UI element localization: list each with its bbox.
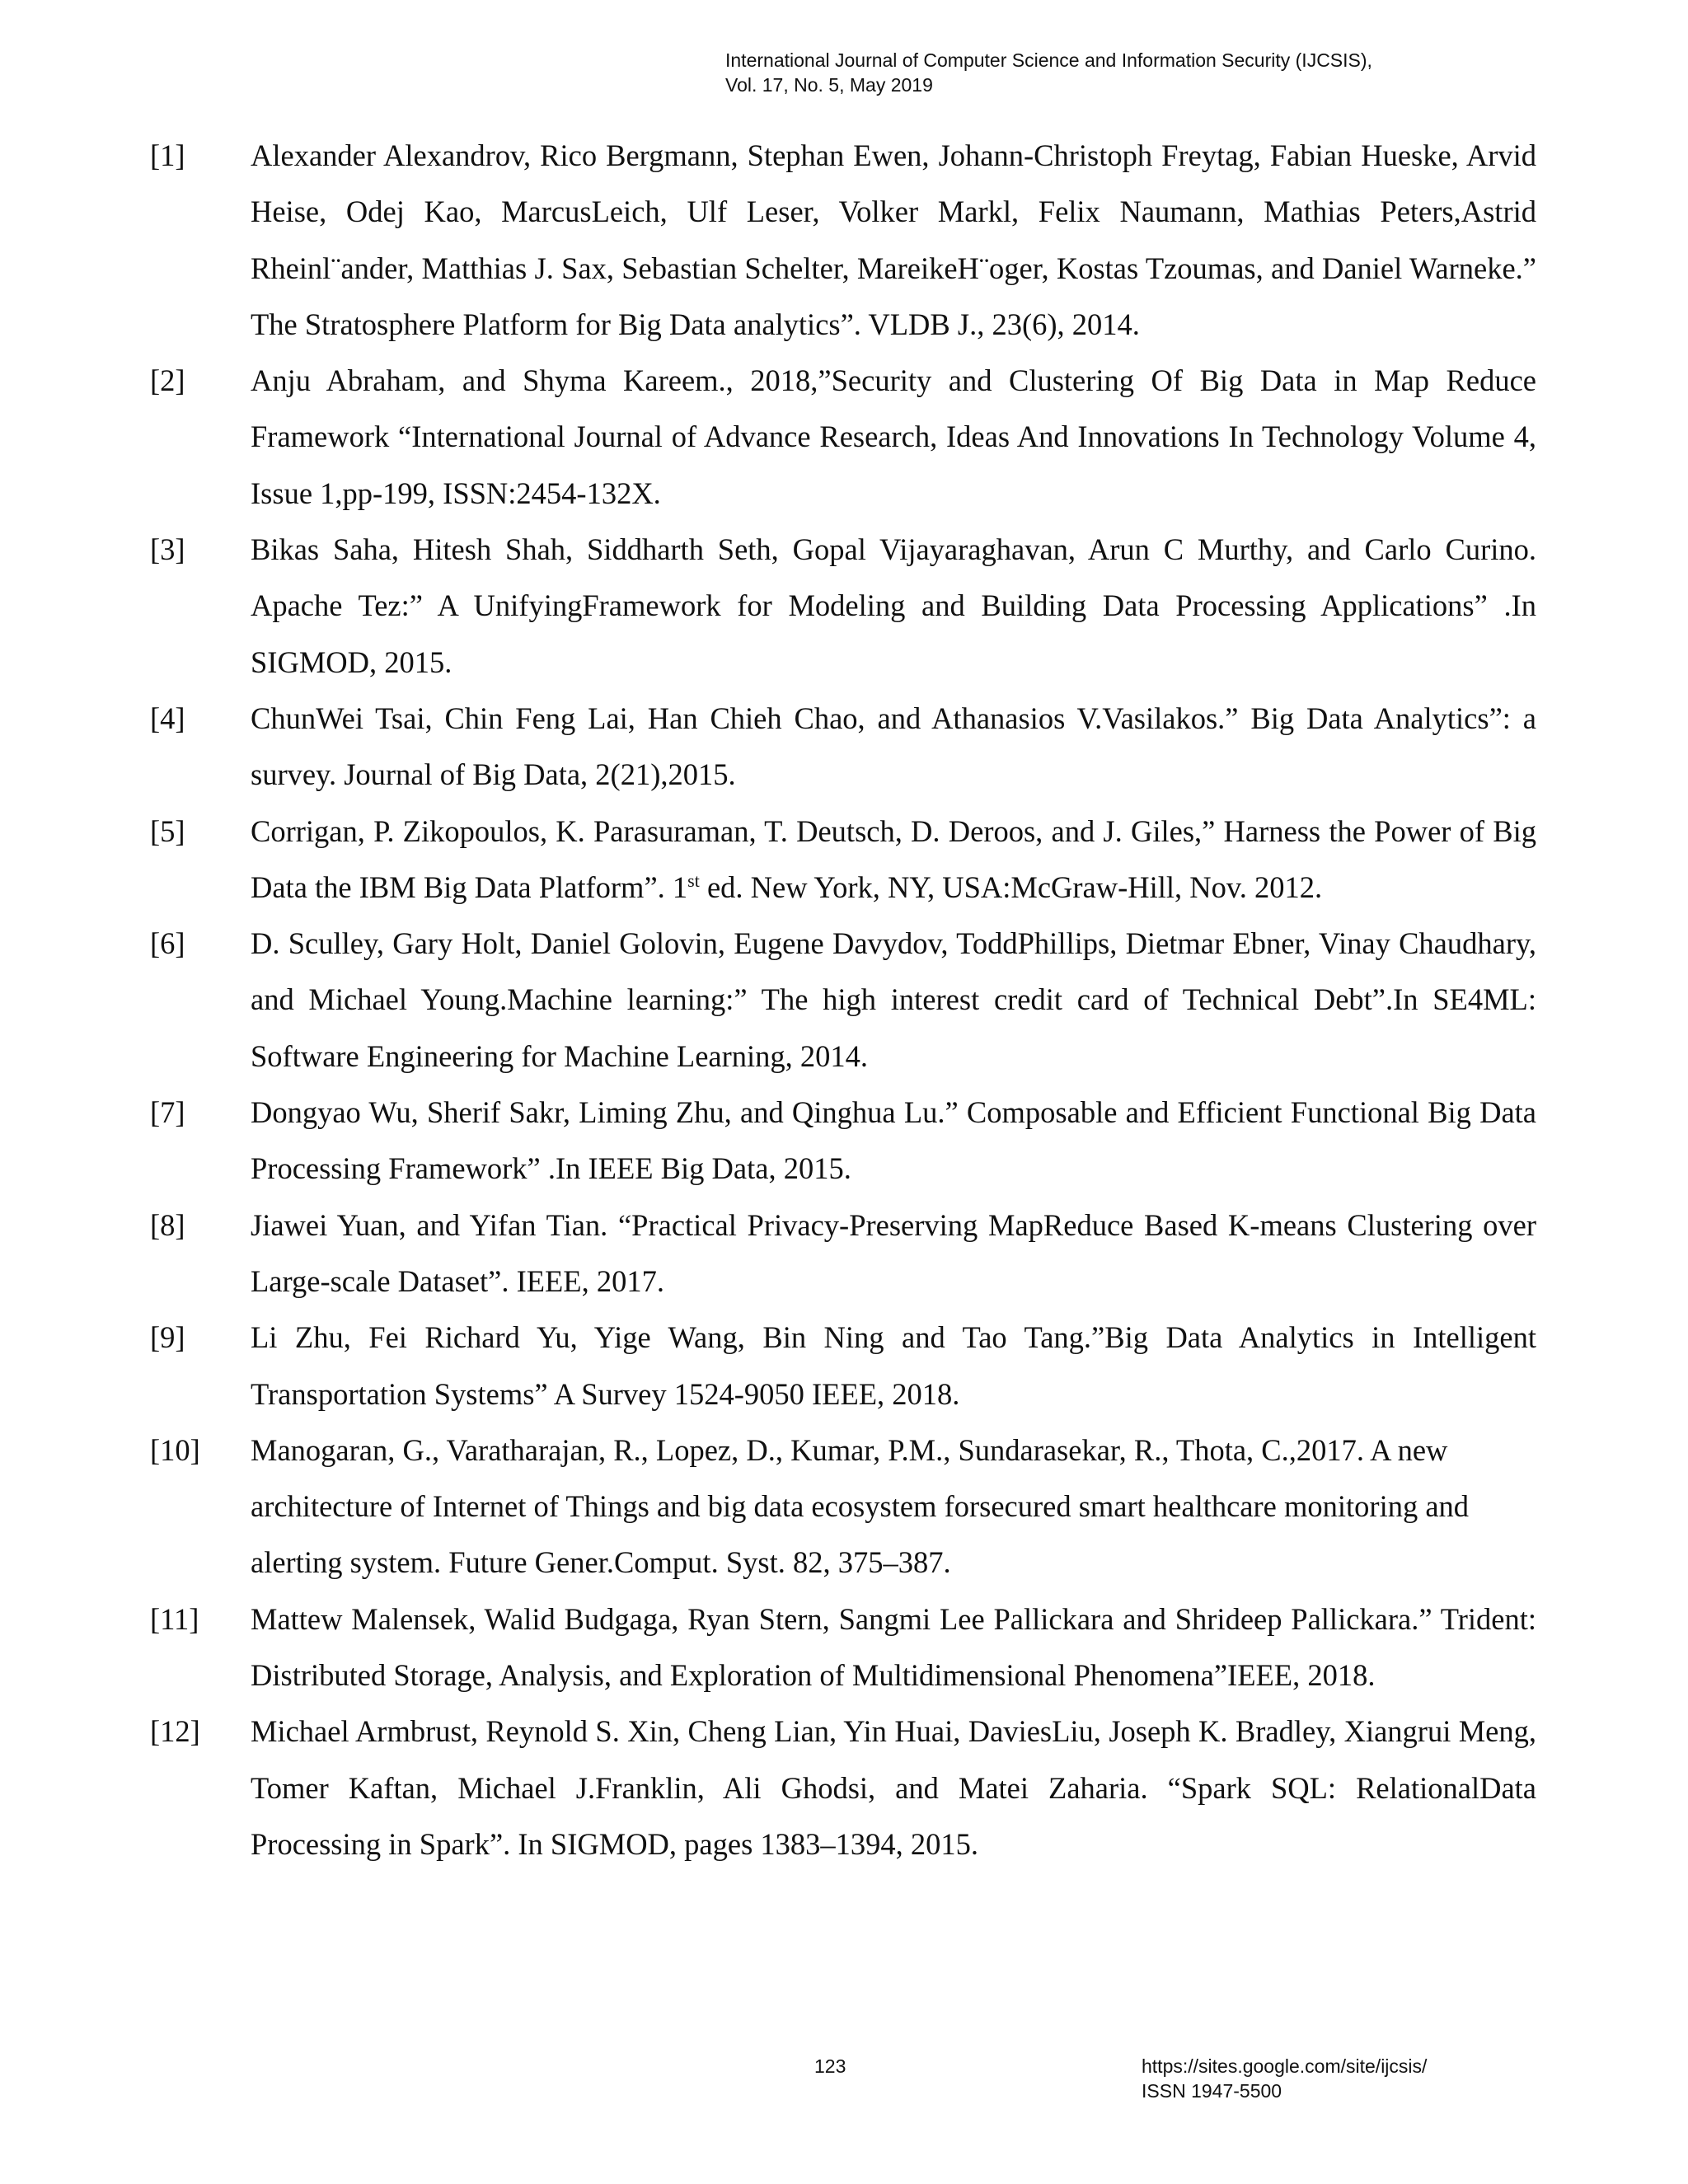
reference-item xyxy=(150,1197,1536,1310)
journal-volume: Vol. 17, No. 5, May 2019 xyxy=(725,74,933,96)
reference-number: [11] xyxy=(150,1601,199,1636)
journal-title: International Journal of Computer Science and Information Security (IJCSIS), xyxy=(725,49,1372,71)
ordinal-superscript: st xyxy=(687,869,700,891)
reference-number: [12] xyxy=(150,1714,200,1749)
reference-number: [2] xyxy=(150,363,185,398)
reference-text: Mattew Malensek, Walid Budgaga, Ryan Stern, Sangmi Lee Pallickara and Shrideep Pallickara.” Trident: Distributed Storage, Analysis, and Exploration of Multidimensional Phenomena”IEEE, 2018. xyxy=(251,1601,1536,1693)
reference-text: ChunWei Tsai, Chin Feng Lai, Han Chieh Chao, and Athanasios V.Vasilakos.” Big Data Analytics”: a survey. Journal of Big Data, 2(21),2015. xyxy=(251,701,1536,792)
footer-info xyxy=(1142,2054,1427,2103)
reference-number: [8] xyxy=(150,1207,185,1242)
reference-text: Anju Abraham, and Shyma Kareem., 2018,”Security and Clustering Of Big Data in Map Reduce Framework “International Journal of Advance Research, Ideas And Innovations In Technology Volume 4, Issue 1,pp-199, ISSN:2454-132X. xyxy=(251,363,1536,510)
reference-number: [9] xyxy=(150,1320,185,1355)
reference-item xyxy=(150,1591,1536,1704)
reference-item xyxy=(150,128,1536,353)
reference-item xyxy=(150,1310,1536,1422)
reference-text: Manogaran, G., Varatharajan, R., Lopez, D., Kumar, P.M., Sundarasekar, R., Thota, C.,2017. A new architecture of Internet of Things and big data ecosystem forsecured smart healthcare monitoring and alerting system. Future Gener.Comput. Syst. 82, 375–387. xyxy=(251,1432,1470,1580)
reference-number: [4] xyxy=(150,701,185,735)
reference-number: [7] xyxy=(150,1095,185,1130)
reference-text-part: ed. New York, NY, USA:McGraw-Hill, Nov. 2012. xyxy=(699,869,1323,904)
reference-item xyxy=(150,1422,1536,1591)
reference-text-part: Corrigan, P. Zikopoulos, K. Parasuraman, T. Deutsch, D. Deroos, and J. Giles,” Harness the Power of Big Data the IBM Big Data Platform”. 1 xyxy=(251,813,1536,904)
reference-number: [10] xyxy=(150,1432,200,1467)
reference-text: Dongyao Wu, Sherif Sakr, Liming Zhu, and Qinghua Lu.” Composable and Efficient Functional Big Data Processing Framework” .In IEEE Big Data, 2015. xyxy=(251,1095,1536,1186)
journal-header xyxy=(725,48,1372,97)
reference-item xyxy=(150,353,1536,522)
reference-number: [6] xyxy=(150,926,185,961)
reference-list xyxy=(150,128,1536,1872)
page-number: 123 xyxy=(814,2055,846,2077)
reference-item xyxy=(150,804,1536,916)
reference-text: Bikas Saha, Hitesh Shah, Siddharth Seth, Gopal Vijayaraghavan, Arun C Murthy, and Carlo Curino. Apache Tez:” A UnifyingFramework for Modeling and Building Data Processing Applications” .In SIGMOD, 2015. xyxy=(251,532,1536,679)
reference-text xyxy=(251,804,1536,916)
reference-text: Michael Armbrust, Reynold S. Xin, Cheng Lian, Yin Huai, DaviesLiu, Joseph K. Bradley, Xiangrui Meng, Tomer Kaftan, Michael J.Franklin, Ali Ghodsi, and Matei Zaharia. “Spark SQL: RelationalData Processing in Spark”. In SIGMOD, pages 1383–1394, 2015. xyxy=(251,1714,1536,1861)
footer-url: https://sites.google.com/site/ijcsis/ xyxy=(1142,2055,1428,2077)
reference-number: [3] xyxy=(150,532,185,567)
reference-text: D. Sculley, Gary Holt, Daniel Golovin, Eugene Davydov, ToddPhillips, Dietmar Ebner, Vinay Chaudhary, and Michael Young.Machine learning:” The high interest credit card of Technical Debt”.In SE4ML: Software Engineering for Machine Learning, 2014. xyxy=(251,926,1536,1073)
reference-item xyxy=(150,1085,1536,1197)
reference-item xyxy=(150,916,1536,1085)
reference-item xyxy=(150,522,1536,691)
reference-text: Alexander Alexandrov, Rico Bergmann, Stephan Ewen, Johann-Christoph Freytag, Fabian Hueske, Arvid Heise, Odej Kao, MarcusLeich, Ulf Leser, Volker Markl, Felix Naumann, Mathias Peters,Astrid Rheinl¨ander, Matthias J. Sax, Sebastian Schelter, MareikeH¨oger, Kostas Tzoumas, and Daniel Warneke.” The Stratosphere Platform for Big Data analytics”. VLDB J., 23(6), 2014. xyxy=(251,138,1536,341)
reference-text: Li Zhu, Fei Richard Yu, Yige Wang, Bin Ning and Tao Tang.”Big Data Analytics in Intelligent Transportation Systems” A Survey 1524-9050 IEEE, 2018. xyxy=(251,1320,1536,1411)
footer-issn: ISSN 1947-5500 xyxy=(1142,2080,1282,2102)
reference-number: [5] xyxy=(150,813,185,848)
reference-text: Jiawei Yuan, and Yifan Tian. “Practical Privacy-Preserving MapReduce Based K-means Clustering over Large-scale Dataset”. IEEE, 2017. xyxy=(251,1207,1536,1298)
reference-item xyxy=(150,691,1536,804)
reference-item xyxy=(150,1704,1536,1872)
reference-number: [1] xyxy=(150,138,185,172)
